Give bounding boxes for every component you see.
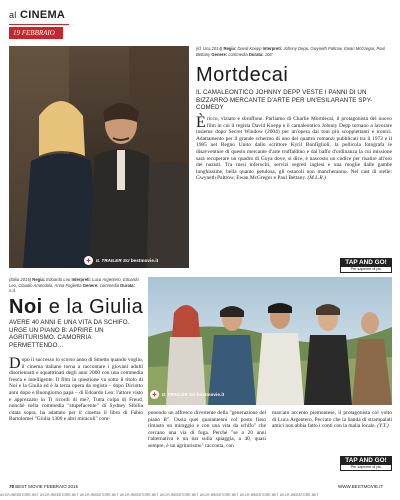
- tap-and-go-button[interactable]: [340, 456, 392, 471]
- page-number: 78: [9, 484, 15, 489]
- mortdecai-still-photo: [9, 46, 189, 268]
- noi-giulia-still-photo: [148, 277, 392, 405]
- footer-ticker: UKCR-WEBSTORE.NET UKCR-WEBSTORE.NET UKCR-WEBSTORE.NET UKCR-WEBSTORE.NET UKCR-WEBSTORE.NET UKCR-WEBSTORE.NET UKCR-WEBSTORE.NET UKCR-WEBSTORE.NET: [0, 493, 319, 497]
- tap-title: TAP AND GO!: [345, 259, 387, 266]
- date-badge: 19 FEBBRAIO: [9, 27, 63, 39]
- mortdecai-title: Mortdecai: [196, 64, 289, 86]
- trailer-plus-icon[interactable]: +: [150, 390, 159, 399]
- trailer-link[interactable]: [162, 392, 224, 397]
- trailer-plus-icon[interactable]: +: [84, 256, 93, 265]
- footer-page: [9, 484, 78, 489]
- dropcap: È: [196, 114, 206, 131]
- noi-giulia-col2: ponendo un affresco divertente della "generazione del piano B". Ossia quei quarantenni col posto fisso rimasto un miraggio e con una vita da schifo" che cercano una via di fuga. Perché "se a 20 anni l'alternativa è un bar sulla spiaggia, a 40, quasi sempre, è un agriturismo" racconta, con: [148, 410, 266, 449]
- noi-giulia-col3: marcato accento piemontese, il protagonista col volto di Luca Argentero. Peccato che la banda di strampalati amici non abbia fatto i conti con la malia locale. (Y.T.): [272, 410, 392, 430]
- mortdecai-credits: (id. Usa 2014) Regia: David Koepp Interpreti: Johnny Depp, Gwyneth Paltrow, Ewan McGregor, Paul Bettany Genere: commedia Durata: 106': [196, 46, 385, 57]
- tap-sub: Per saperne di più: [341, 465, 391, 470]
- trailer-label: IL TRAILER SU: [96, 258, 130, 263]
- section-prefix: al: [9, 10, 17, 20]
- magazine-issue: BEST MOVIE FEBBRAIO 2015: [15, 484, 78, 489]
- trailer-link[interactable]: [96, 258, 158, 263]
- tap-and-go-button[interactable]: [340, 258, 392, 273]
- noi-giulia-title: Noi e la Giulia: [9, 296, 144, 318]
- dropcap: D: [9, 355, 21, 372]
- section-header: [9, 9, 65, 21]
- header-rule: [9, 24, 69, 25]
- tap-title: TAP AND GO!: [345, 457, 387, 464]
- tap-sub: Per saperne di più: [341, 267, 391, 272]
- signature: (Y.T.): [377, 423, 389, 430]
- trailer-site: bestmovie.it: [130, 258, 159, 263]
- signature: (M.L.R.): [307, 175, 326, 182]
- mortdecai-subhead: IL CAMALEONTICO JOHNNY DEPP VESTE I PANNI DI UN BIZZARRO MERCANTE D'ARTE PER UN'ESILARANTE SPY-COMEDY: [196, 89, 373, 112]
- section-name: CINEMA: [19, 9, 66, 21]
- footer-url[interactable]: WWW.BESTMOVIE.IT: [338, 484, 384, 489]
- noi-giulia-credits: (Italia 2015) Regia: Edoardo Leo Interpreti: Luca Argentero, Edoardo Leo, Claudio Amendola, Anna Foglietta Genere: commedia Durata: n.d.: [9, 277, 139, 294]
- noi-giulia-subhead: AVERE 40 ANNI E UNA VITA DA SCHIFO. URGE UN PIANO B: APRIRE UN AGRITURISMO. CAMORRIA PERMETTENDO…: [9, 319, 130, 349]
- mortdecai-body: Èricco, viziato e sbruffone. Parliamo di Charlie Mortdecai, il protagonista del nuovo film in cui il regista David Koepp e il camaleontico Johnny Depp tornano a lavorare insieme dopo Secret Window (2004) per un'opera dai toni più scoppiettanti e ironici. Adattamento per il grande schermo di uno dei quattro romanzi pubblicati tra il 1972 e il 1985 nel Regno Unito dallo scrittore Kyril Bonfiglioli, la pellicola fotografa le disavventure di questo mercante d'arte truffaldino e dal baffo d'ordinanza la cui missione sarà recuperare un quadro di Goya dove, si dice, è nascosto un codice per risalire all'oro dei nazisti. Tra russi inferociti, servizi segreti inglesi e una moglie dalle gambe lunghissime, bella quanto petulosa, gli ostacoli non mancheranno. Nel cast di stelle: Gwyneth Paltrow, Ewan McGregor e Paul Bettany. (M.L.R.): [196, 114, 392, 182]
- trailer-label: IL TRAILER SU: [162, 392, 196, 397]
- trailer-site: bestmovie.it: [196, 392, 225, 397]
- noi-giulia-col1: Dopo il successo lo scorso anno di Smetto quando voglio, il cinema italiano torna a raccontare i giovani adulti disoriennati e squattrinati degli anni 2000 con una commedia fresca e intelligente. Il film in questione va sotto il titolo di Noi e la Giulia ed è la terza opera da regista – dopo Diciotto anni dopo e Buongiorno papà – di Edoardo Leo: l'attore visto e apprezzato in Ti ricordi di me?, Tutta colpa di Freud, nonché nella commedia "stupefacente" di Sydney Sibilia citata sopra, ha adattato per il cinema il libro di Fabio Bartolomei "Giulia 1300 e altri miracoli" com-: [9, 355, 143, 423]
